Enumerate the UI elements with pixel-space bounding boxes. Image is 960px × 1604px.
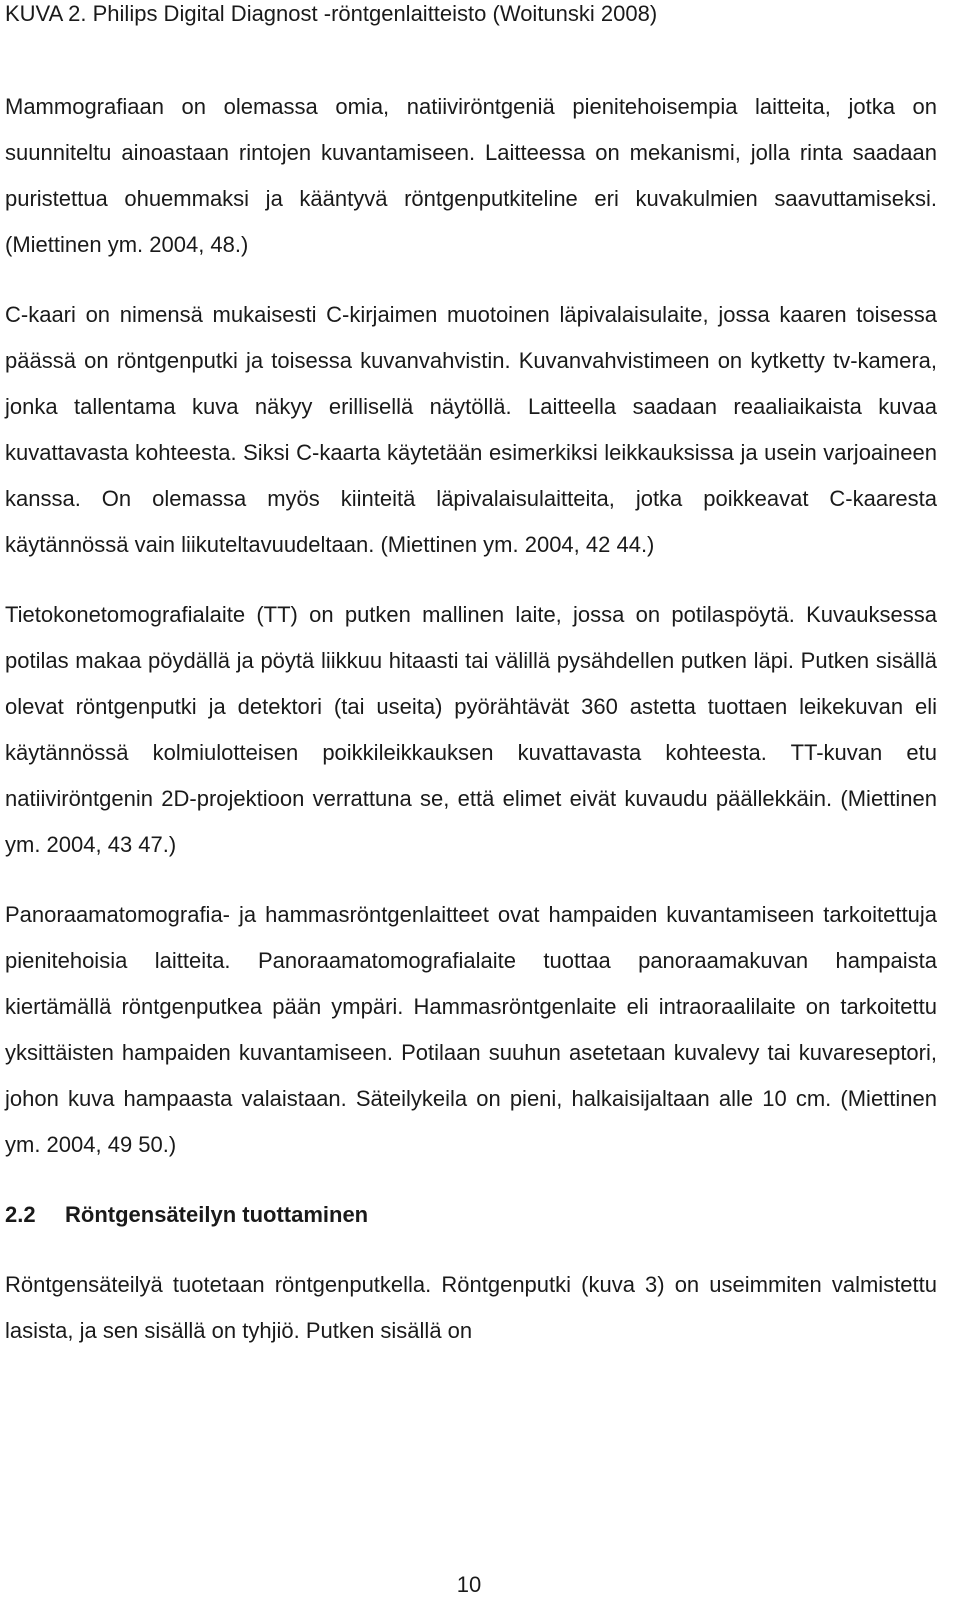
paragraph-ct: Tietokonetomografialaite (TT) on putken mallinen laite, jossa on potilaspöytä. Kuvauksessa potilas makaa pöydällä ja pöytä liikkuu hitaasti tai välillä pysähdellen putken läpi. Putken sisällä olevat röntgenputki ja detektori (tai useita) pyörähtävät 360 astetta tuottaen leikekuvan eli käytännössä kolmiulotteisen poikkileikkauksen kuvattavasta kohteesta. TT-kuvan etu natiiviröntgenin 2D-projektioon verrattuna se, että elimet eivät kuvaudu päällekkäin. (Miettinen ym. 2004, 43 47.) bbox=[5, 602, 937, 857]
paragraph-mammography: Mammografiaan on olemassa omia, natiiviröntgeniä pienitehoisempia laitteita, jotka on suunniteltu ainoastaan rintojen kuvantamiseen. Laitteessa on mekanismi, jolla rinta saadaan puristettua ohuemmaksi ja kääntyvä röntgenputkiteline eri kuvakulmien saavuttamiseksi. (Miettinen ym. 2004, 48.) bbox=[5, 94, 937, 257]
document-page bbox=[5, 0, 937, 1354]
paragraph-xray-production: Röntgensäteilyä tuotetaan röntgenputkella. Röntgenputki (kuva 3) on useimmiten valmistettu lasista, ja sen sisällä on tyhjiö. Putken sisällä on bbox=[5, 1272, 937, 1343]
section-number: 2.2 bbox=[5, 1202, 36, 1227]
paragraph-dental: Panoraamatomografia- ja hammasröntgenlaitteet ovat hampaiden kuvantamiseen tarkoitettuja pienitehoisia laitteita. Panoraamatomografialaite tuottaa panoraamakuvan hampaista kiertämällä röntgenputkea pään ympäri. Hammasröntgenlaite eli intraoraalilaite on tarkoitettu yksittäisten hampaiden kuvantamiseen. Potilaan suuhun asetetaan kuvalevy tai kuvareseptori, johon kuva hampaasta valaistaan. Säteilykeila on pieni, halkaisijaltaan alle 10 cm. (Miettinen ym. 2004, 49 50.) bbox=[5, 902, 937, 1157]
section-title: Röntgensäteilyn tuottaminen bbox=[65, 1202, 369, 1227]
page-number: 10 bbox=[456, 1572, 482, 1597]
paragraph-c-arm: C-kaari on nimensä mukaisesti C-kirjaimen muotoinen läpivalaisulaite, jossa kaaren toisessa päässä on röntgenputki ja toisessa kuvanvahvistin. Kuvanvahvistimeen on kytketty tv-kamera, jonka tallentama kuva näkyy erillisellä näytöllä. Laitteella saadaan reaaliaikaista kuvaa kuvattavasta kohteesta. Siksi C-kaarta käytetään esimerkiksi leikkauksissa ja usein varjoaineen kanssa. On olemassa myös kiinteitä läpivalaisulaitteita, jotka poikkeavat C-kaaresta käytännössä vain liikuteltavuudeltaan. (Miettinen ym. 2004, 42 44.) bbox=[5, 302, 937, 557]
section-heading bbox=[5, 1192, 937, 1238]
figure-caption: KUVA 2. Philips Digital Diagnost -röntgenlaitteisto (Woitunski 2008) bbox=[5, 1, 658, 26]
